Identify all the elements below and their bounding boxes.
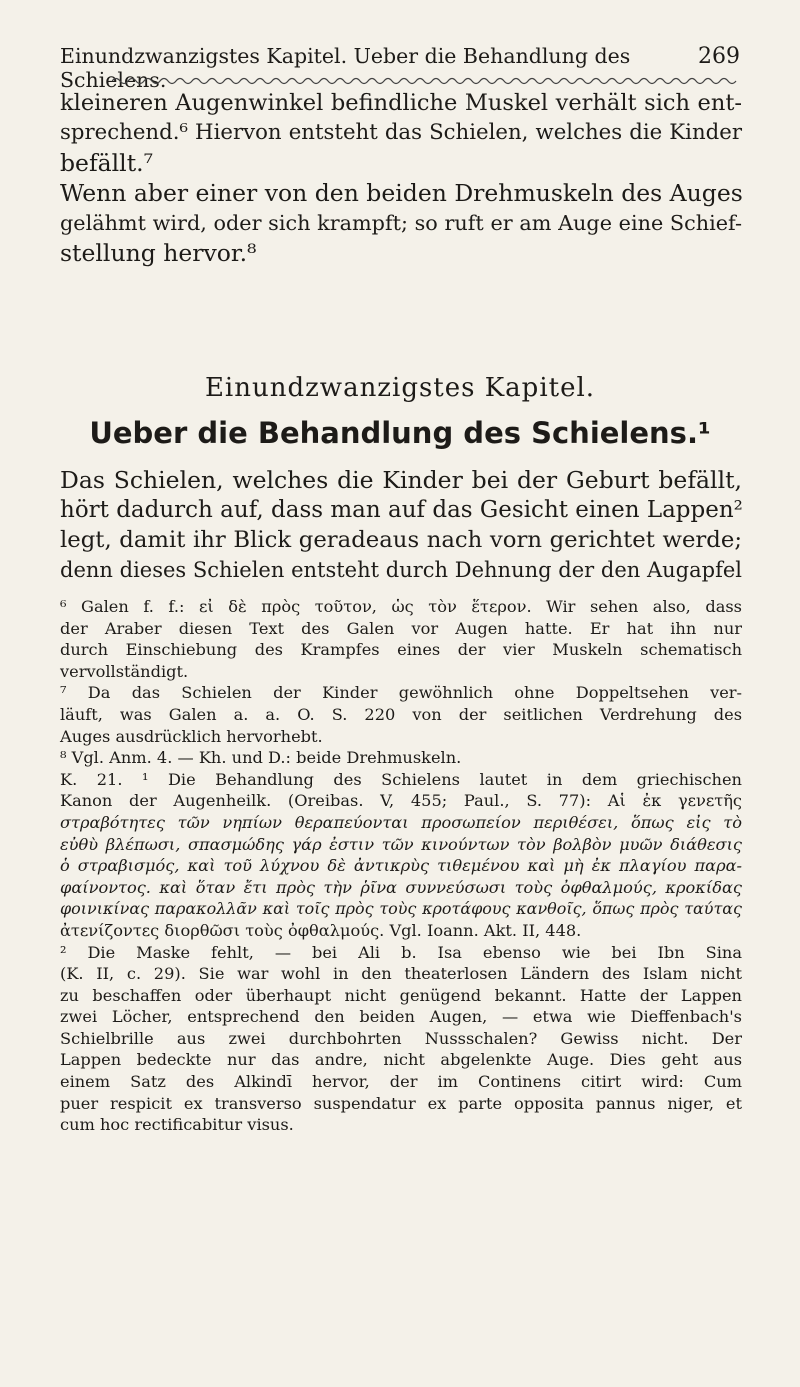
- text-line: legt, damit ihr Blick geradeaus nach vorn gerichtet werde;: [60, 527, 742, 553]
- footnote-line: läuft, was Galen a. a. O. S. 220 von der seitlichen Verdrehung des: [60, 704, 742, 724]
- footnote-line: zwei Löcher, entsprechend den beiden Augen, — etwa wie Dieffenbach's: [60, 1007, 742, 1027]
- text-line: kleineren Augenwinkel befindliche Muskel verhält sich ent-: [60, 90, 742, 116]
- main-paragraph: [60, 465, 742, 585]
- decorative-rule: [112, 76, 737, 86]
- text-line: Das Schielen, welches die Kinder bei der Geburt befällt,: [60, 466, 742, 494]
- footnote-line: στραβότητες τῶν νηπίων θεραπεύονται προσωπείον περιθέσει, ὅπως εἰς τὸ: [60, 812, 742, 832]
- chapter-title: Ueber die Behandlung des Schielens.¹: [89, 416, 711, 450]
- footnote-line: ⁸ Vgl. Anm. 4. — Kh. und D.: beide Drehmuskeln.: [60, 748, 462, 768]
- footnote-line: ⁶ Galen f. f.: εἰ δὲ πρὸς τοῦτον, ὡς τὸν ἕτερον. Wir sehen also, dass: [60, 597, 742, 616]
- footnote-line: K. 21. ¹ Die Behandlung des Schielens lautet in dem griechischen: [60, 769, 742, 789]
- chapter-number: Einundzwanzigstes Kapitel.: [204, 373, 596, 403]
- footnote-line: ὁ στραβισμός, καὶ τοῦ λύχνου δὲ ἀντικρὺς τιθεμένου καὶ μὴ ἐκ πλαγίου παρα-: [60, 856, 742, 876]
- footnote-line: ἀτενίζοντες διορθῶσι τοὺς ὀφθαλμούς. Vgl. Ioann. Akt. II, 448.: [60, 920, 582, 940]
- text-line: denn dieses Schielen entsteht durch Dehnung der den Augapfel: [60, 558, 742, 582]
- footnote-line: einem Satz des Alkindī hervor, der im Continens citirt wird: Cum: [60, 1072, 742, 1092]
- text-line: sprechend.⁶ Hiervon entsteht das Schielen, welches die Kinder: [60, 120, 742, 145]
- text-line: gelähmt wird, oder sich krampft; so ruft er am Auge eine Schief-: [60, 211, 742, 235]
- footnote-line: der Araber diesen Text des Galen vor Augen hatte. Er hat ihn nur: [60, 618, 742, 638]
- footnote-line: cum hoc rectificabitur visus.: [60, 1115, 294, 1135]
- footnote-line: ⁷ Da das Schielen der Kinder gewöhnlich ohne Doppeltsehen ver-: [60, 683, 742, 703]
- footnote-line: Auges ausdrücklich hervorhebt.: [60, 726, 323, 746]
- footnote-line: Kanon der Augenheilk. (Oreibas. V, 455; Paul., S. 77): Αἱ ἐκ γενετῆς: [60, 791, 742, 811]
- text-line: Wenn aber einer von den beiden Drehmuskeln des Auges: [60, 179, 743, 207]
- footnote-line: ² Die Maske fehlt, — bei Ali b. Isa ebenso wie bei Ibn Sina: [60, 942, 742, 962]
- text-line: hört dadurch auf, dass man auf das Gesicht einen Lappen²: [60, 497, 743, 523]
- footnotes: [60, 596, 742, 1136]
- footnote-line: zu beschaffen oder überhaupt nicht genügend bekannt. Hatte der Lappen: [60, 985, 742, 1005]
- footnote-line: vervollständigt.: [60, 661, 189, 681]
- running-title: Einundzwanzigstes Kapitel. Ueber die Behandlung des Schielens.: [60, 44, 631, 92]
- text-line: befällt.⁷: [60, 149, 154, 177]
- page-number: 269: [698, 44, 740, 69]
- text-line: stellung hervor.⁸: [60, 239, 257, 267]
- footnote-line: Lappen bedeckte nur das andre, nicht abgelenkte Auge. Dies geht aus: [60, 1050, 742, 1070]
- footnote-line: Schielbrille aus zwei durchbohrten Nussschalen? Gewiss nicht. Der: [60, 1028, 742, 1048]
- footnote-line: φαίνοντος. καὶ ὅταν ἔτι πρὸς τὴν ῥῖνα συννεύσωσι τοὺς ὀφθαλμούς, κροκίδας: [60, 877, 742, 897]
- footnote-line: φοινικίνας παρακολλᾶν καὶ τοῖς πρὸς τοὺς κροτάφους κανθοῖς, ὅπως πρὸς ταύτας: [60, 899, 742, 919]
- footnote-line: puer respicit ex transverso suspendatur ex parte opposita pannus niger, et: [60, 1093, 742, 1113]
- footnote-line: εὐθὺ βλέπωσι, σπασμώδης γάρ ἐστιν τῶν κινούντων τὸν βολβὸν μυῶν διάθεσις: [60, 834, 742, 854]
- footnote-line: (K. II, c. 29). Sie war wohl in den theaterlosen Ländern des Islam nicht: [60, 964, 742, 984]
- intro-paragraphs: [60, 88, 742, 268]
- footnote-line: durch Einschiebung des Krampfes eines der vier Muskeln schematisch: [60, 640, 742, 660]
